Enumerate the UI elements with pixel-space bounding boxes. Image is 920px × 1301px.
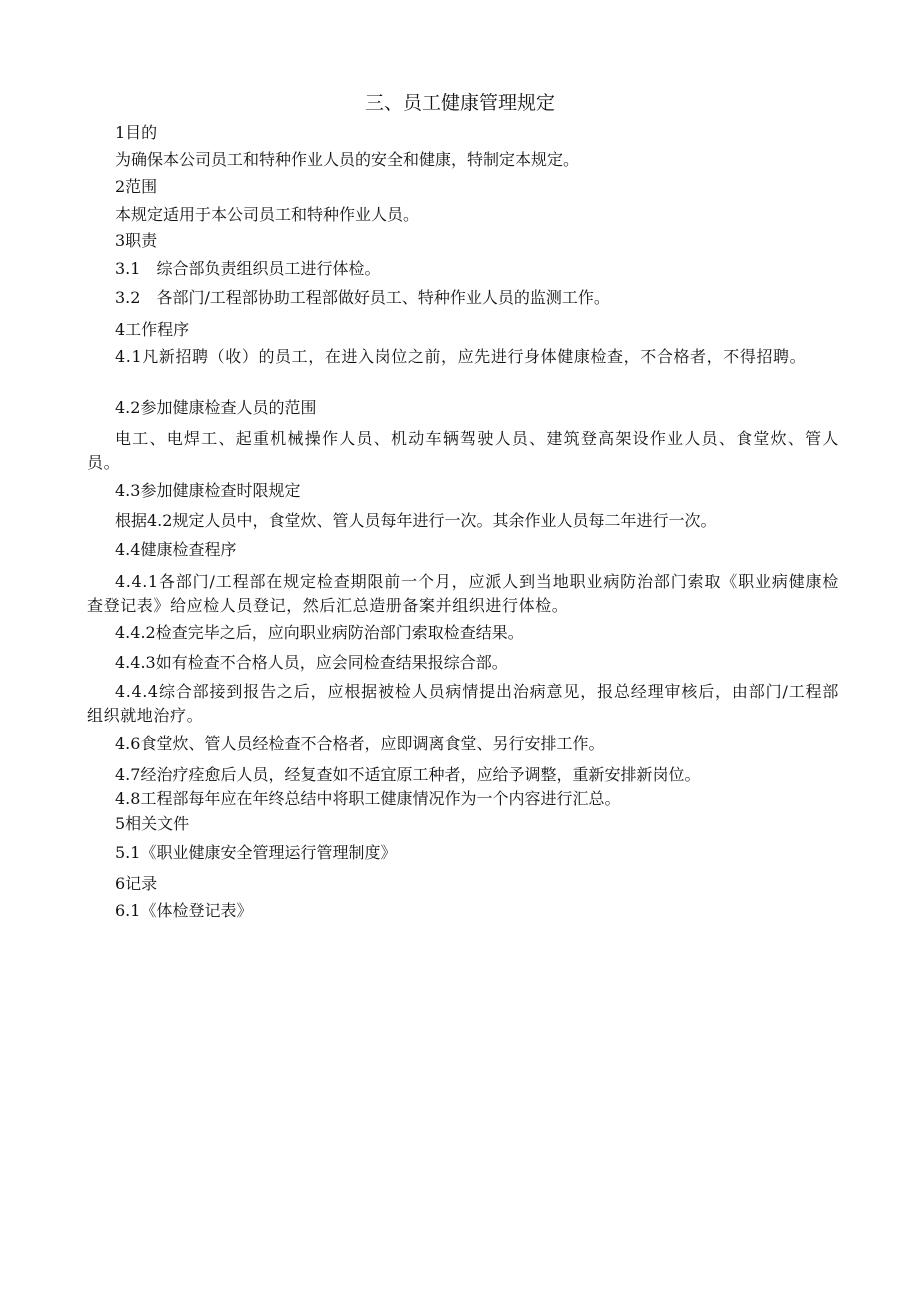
procedure-4-2-text: 电工、电焊工、起重机械操作人员、机动车辆驾驶人员、建筑登高架设作业人员、食堂炊、管人员。 [87,429,839,472]
page-title: 三、员工健康管理规定 [364,92,555,114]
procedure-4-6: 4.6食堂炊、管人员经检查不合格者，应即调离食堂、另行安排工作。 [115,734,605,753]
procedure-4-4-heading: 4.4健康检查程序 [115,540,237,559]
procedure-4-4-2: 4.4.2检查完毕之后，应向职业病防治部门索取检查结果。 [115,623,524,642]
duty-3-2: 3.2 各部门/工程部协助工程部做好员工、特种作业人员的监测工作。 [115,288,610,307]
procedure-4-4-1: 4.4.1各部门/工程部在规定检查期限前一个月，应派人到当地职业病防治部门索取《职业病健康检查登记表》给应检人员登记，然后汇总造册备案并组织进行体检。 [87,572,839,615]
scope-text: 本规定适用于本公司员工和特种作业人员。 [115,205,420,224]
section-heading-duties: 3职责 [115,231,158,250]
section-heading-scope: 2范围 [115,177,158,196]
duty-3-1: 3.1 综合部负责组织员工进行体检。 [115,259,381,278]
related-doc-5-1: 5.1《职业健康安全管理运行管理制度》 [115,843,397,862]
section-heading-procedure: 4工作程序 [115,320,190,339]
procedure-4-4-3: 4.4.3如有检查不合格人员，应会同检查结果报综合部。 [115,653,508,672]
procedure-4-1: 4.1凡新招聘（收）的员工，在进入岗位之前，应先进行身体健康检查，不合格者，不得招聘。 [115,347,807,366]
section-heading-purpose: 1目的 [115,123,158,142]
procedure-4-4-4: 4.4.4综合部接到报告之后，应根据被检人员病情提出治病意见，报总经理审核后，由部门/工程部组织就地治疗。 [87,682,839,725]
record-6-1: 6.1《体检登记表》 [115,901,253,920]
section-heading-records: 6记录 [115,874,158,893]
procedure-4-3-text: 根据4.2规定人员中，食堂炊、管人员每年进行一次。其余作业人员每二年进行一次。 [115,511,717,530]
section-heading-related-docs: 5相关文件 [115,814,190,833]
purpose-text: 为确保本公司员工和特种作业人员的安全和健康，特制定本规定。 [115,150,580,169]
procedure-4-8: 4.8工程部每年应在年终总结中将职工健康情况作为一个内容进行汇总。 [115,789,621,808]
procedure-4-3-heading: 4.3参加健康检查时限规定 [115,481,301,500]
procedure-4-7: 4.7经治疗痊愈后人员，经复查如不适宜原工种者，应给予调整，重新安排新岗位。 [115,765,701,784]
procedure-4-2-heading: 4.2参加健康检查人员的范围 [115,398,317,417]
